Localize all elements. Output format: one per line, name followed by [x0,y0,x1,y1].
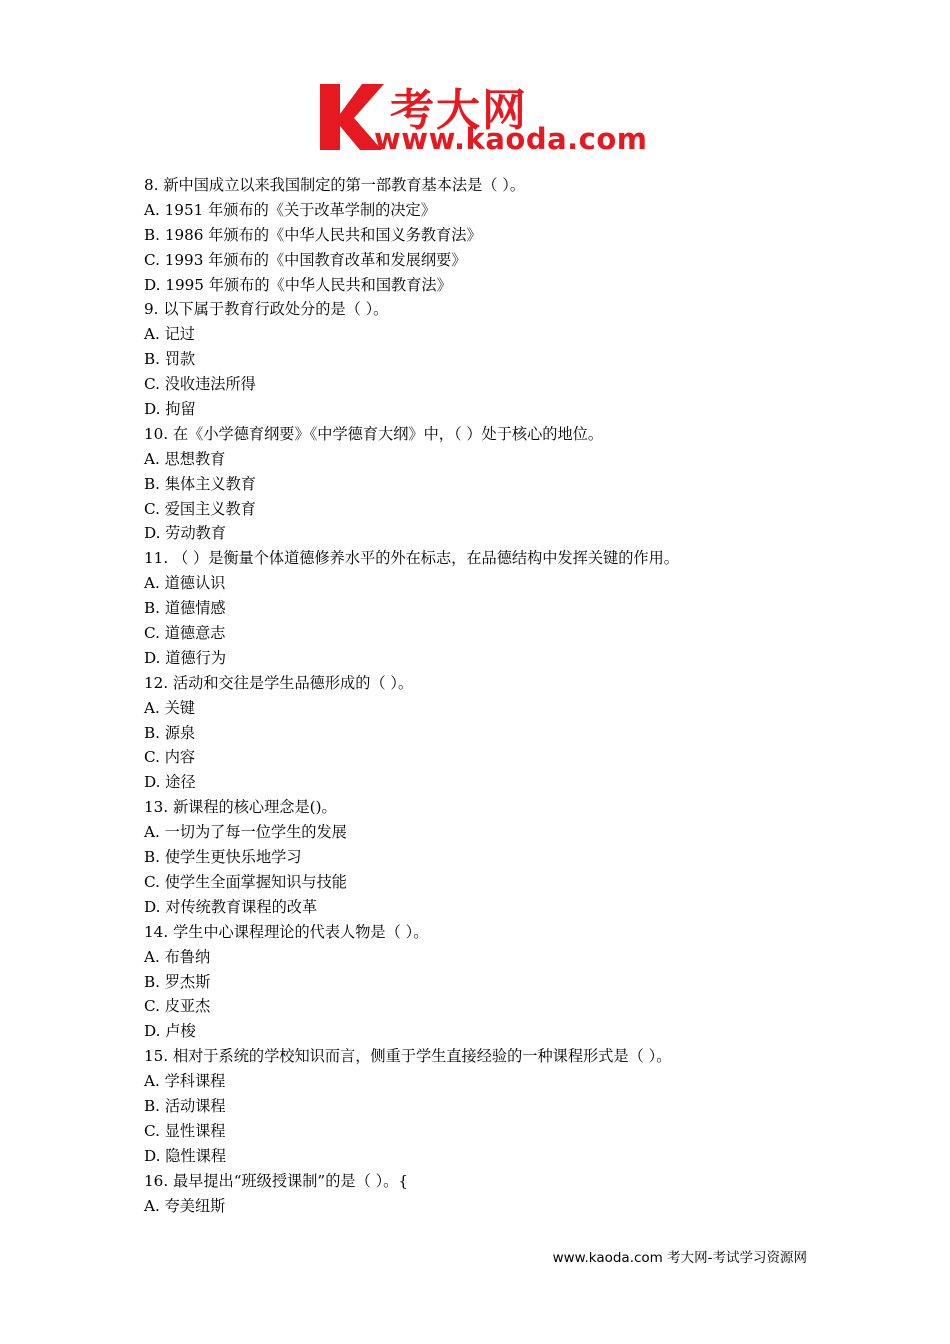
logo-brand-url: www.kaoda.com [374,122,648,156]
option-9-c: C. 没收违法所得 [144,375,256,394]
option-11-b: B. 道德情感 [144,599,226,618]
option-14-a: A. 布鲁纳 [144,947,211,966]
option-9-b: B. 罚款 [144,350,196,369]
option-15-b: B. 活动课程 [144,1096,226,1115]
option-15-c: C. 显性课程 [144,1121,226,1140]
option-8-c: C. 1993 年颁布的《中国教育改革和发展纲要》 [144,250,467,269]
option-13-c: C. 使学生全面掌握知识与技能 [144,872,347,891]
question-11-stem: 11. （ ）是衡量个体道德修养水平的外在标志，在品德结构中发挥关键的作用。 [144,549,679,568]
option-10-b: B. 集体主义教育 [144,474,256,493]
question-14-stem: 14. 学生中心课程理论的代表人物是（ ）。 [144,922,429,941]
logo-brand-cn: 考大网 [390,85,528,136]
option-11-c: C. 道德意志 [144,624,226,643]
question-12-stem: 12. 活动和交往是学生品德形成的（ ）。 [144,673,414,692]
option-10-c: C. 爱国主义教育 [144,499,256,518]
option-15-d: D. 隐性课程 [144,1146,227,1165]
question-9-stem: 9. 以下属于教育行政处分的是（ ）。 [144,300,389,319]
kaoda-logo [318,80,648,160]
option-16-a: A. 夸美纽斯 [144,1196,226,1215]
option-13-a: A. 一切为了每一位学生的发展 [144,823,347,842]
question-15-stem: 15. 相对于系统的学校知识而言，侧重于学生直接经验的一种课程形式是（ ）。 [144,1047,672,1066]
option-12-d: D. 途径 [144,773,196,792]
question-16-stem: 16. 最早提出“班级授课制”的是（ ）。{ [144,1171,409,1190]
question-10-stem: 10. 在《小学德育纲要》《中学德育大纲》中，（ ）处于核心的地位。 [144,424,604,443]
option-15-a: A. 学科课程 [144,1072,226,1091]
option-10-a: A. 思想教育 [144,449,226,468]
option-9-d: D. 拘留 [144,400,196,419]
option-8-d: D. 1995 年颁布的《中华人民共和国教育法》 [144,275,452,294]
option-10-d: D. 劳动教育 [144,524,227,543]
option-8-a: A. 1951 年颁布的《关于改革学制的决定》 [144,200,436,219]
option-12-a: A. 关键 [144,698,195,717]
question-list [144,173,844,1218]
option-12-c: C. 内容 [144,748,196,767]
question-8-stem: 8. 新中国成立以来我国制定的第一部教育基本法是（ ）。 [144,176,526,194]
option-11-a: A. 道德认识 [144,574,226,593]
question-13-stem: 13. 新课程的核心理念是()。 [144,798,337,817]
page-footer: www.kaoda.com 考大网-考试学习资源网 [552,1250,807,1266]
option-8-b: B. 1986 年颁布的《中华人民共和国义务教育法》 [144,225,482,244]
option-11-d: D. 道德行为 [144,648,227,667]
option-14-d: D. 卢梭 [144,1022,196,1041]
option-9-a: A. 记过 [144,325,195,344]
option-13-b: B. 使学生更快乐地学习 [144,848,302,867]
option-13-d: D. 对传统教育课程的改革 [144,897,318,916]
option-14-c: C. 皮亚杰 [144,997,211,1016]
option-12-b: B. 源泉 [144,723,196,742]
option-14-b: B. 罗杰斯 [144,972,211,991]
